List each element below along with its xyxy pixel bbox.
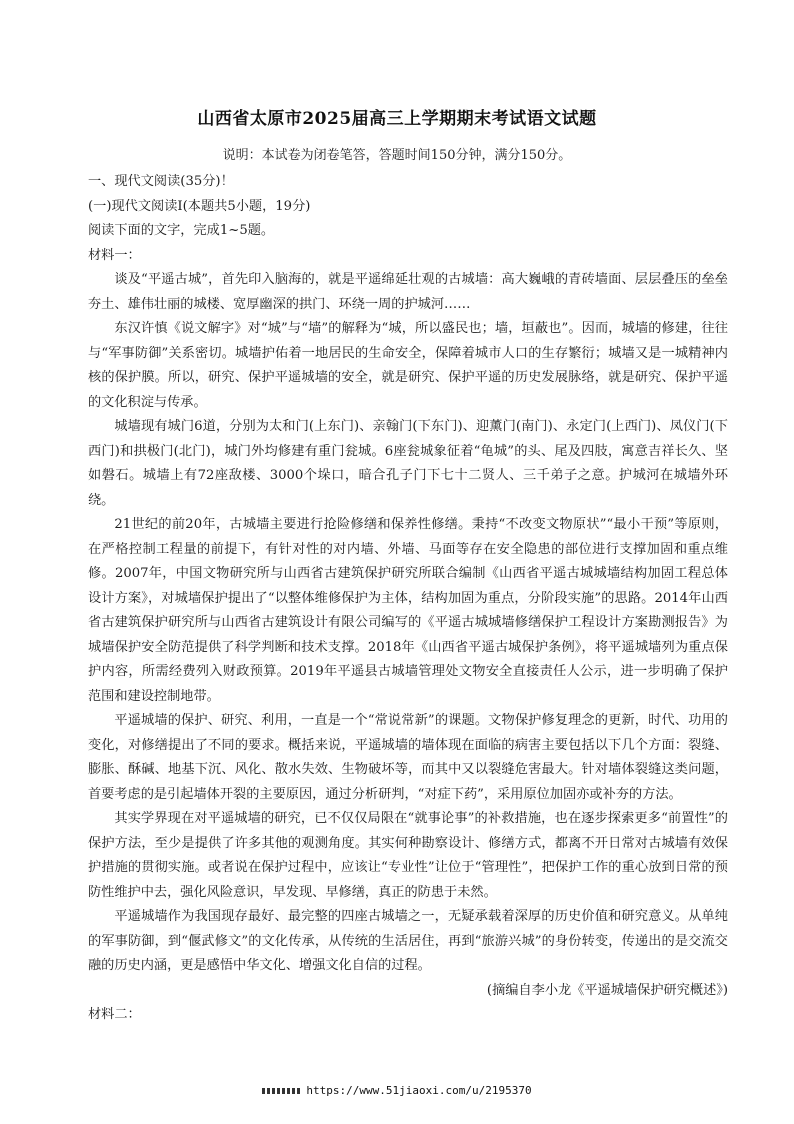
- paragraph: 其实学界现在对平遥城墙的研究，已不仅仅局限在“就事论事”的补救措施，也在逐步探索更多“前置性”的保护方法，至少是提供了许多其他的观测角度。其实何种勘察设计、修缮方式，都离不开日常对古城墙有效保护措施的贯彻实施。或者说在保护过程中，应该让“专业性”让位于“管理性”，把保护工作的重心放到日常的预防性维护中去，强化风险意识，早发现、早修缮，真正的防患于未然。: [88, 811, 728, 900]
- paragraph: 平遥城墙的保护、研究、利用，一直是一个“常说常新”的课题。文物保护修复理念的更新，时代、功用的变化，对修缮提出了不同的要求。概括来说，平遥城墙的墙体现在面临的病害主要包括以下几个方面：裂缝、膨胀、酥碱、地基下沉、风化、散水失效、生物破坏等，而其中又以裂缝危害最大。针对墙体裂缝这类问题，首要考虑的是引起墙体开裂的主要原因，通过分析研判，“对症下药”，采用原位加固亦或补夯的方法。: [88, 713, 728, 802]
- paragraph: 21世纪的前20年，古城墙主要进行抢险修缮和保养性修缮。秉持“不改变文物原状”“最小干预”等原则，在严格控制工程量的前提下，有针对性的对内墙、外墙、马面等存在安全隐患的部位进行支撑加固和重点维修。2007年，中国文物研究所与山西省古建筑保护研究所联合编制《山西省平遥古城城墙结构加固工程总体设计方案》，对城墙保护提出了“以整体维修保护为主体，结构加固为重点，分阶段实施”的思路。2014年山西省古建筑保护研究所与山西省古建筑设计有限公司编写的《平遥古城城墙修缮保护工程设计方案勘测报告》为城墙保护安全防范提供了科学判断和技术支撑。2018年《山西省平遥古城保护条例》，将平遥城墙列为重点保护内容，所需经费列入财政预算。2019年平遥县古城墙管理处文物安全直接责任人公示，进一步明确了保护范围和建设控制地带。: [88, 517, 728, 704]
- paragraph: 东汉许慎《说文解字》对“城”与“墙”的解释为“城，所以盛民也；墙，垣蔽也”。因而，城墙的修建，往往与“军事防御”关系密切。城墙护佑着一地居民的生命安全，保障着城市人口的生存繁衍；城墙又是一城精神内核的保护膜。所以，研究、保护平遥城墙的安全，就是研究、保护平遥的历史发展脉络，就是研究、保护平遥的文化积淀与传承。: [88, 321, 728, 410]
- source-citation: (摘编自李小龙《平遥城墙保护研究概述》): [486, 982, 728, 998]
- material-one-label: 材料一：: [88, 247, 141, 263]
- section-heading: 一、现代文阅读(35分)！: [88, 174, 234, 189]
- footer-url[interactable]: https://www.51jiaoxi.com/u/2195370: [306, 1084, 532, 1097]
- paragraph: 城墙现有城门6道，分别为太和门(上东门)、亲翰门(下东门)、迎薰门(南门)、永定门(上西门)、凤仪门(下西门)和拱极门(北门)，城门外均修建有重门瓮城。6座瓮城象征着“龟城”的头、尾及四肢，寓意吉祥长久、坚如磐石。城墙上有72座敌楼、3000个垛口，暗合孔子门下七十二贤人、三千弟子之意。护城河在城墙外环绕。: [88, 419, 728, 508]
- footer: [0, 1084, 794, 1097]
- paragraph: 平遥城墙作为我国现存最好、最完整的四座古城墙之一，无疑承载着深厚的历史价值和研究意义。从单纯的军事防御，到“偃武修文”的文化传承，从传统的生活居住，再到“旅游兴城”的身份转变，传递出的是交流交融的历史内涵，更是感悟中华文化、增强文化自信的过程。: [88, 909, 728, 973]
- paragraph: 谈及“平遥古城”，首先印入脑海的，就是平遥绵延壮观的古城墙：高大巍峨的青砖墙面、层层叠压的垒垒夯土、雄伟壮丽的城楼、宽厚幽深的拱门、环绕一周的护城河……: [88, 272, 728, 312]
- material-two-label: 材料二：: [88, 1007, 141, 1022]
- subsection-heading: (一)现代文阅读Ⅰ(本题共5小题，19分): [88, 198, 311, 214]
- footer-logo-mark: [262, 1088, 300, 1094]
- document-body: [88, 170, 728, 1028]
- exam-note: 说明：本试卷为闭卷笔答，答题时间150分钟，满分150分。: [222, 148, 572, 163]
- reading-instruction: 阅读下面的文字，完成1~5题。: [88, 223, 275, 238]
- page-title: 山西省太原市2025届高三上学期期末考试语文试题: [197, 109, 597, 129]
